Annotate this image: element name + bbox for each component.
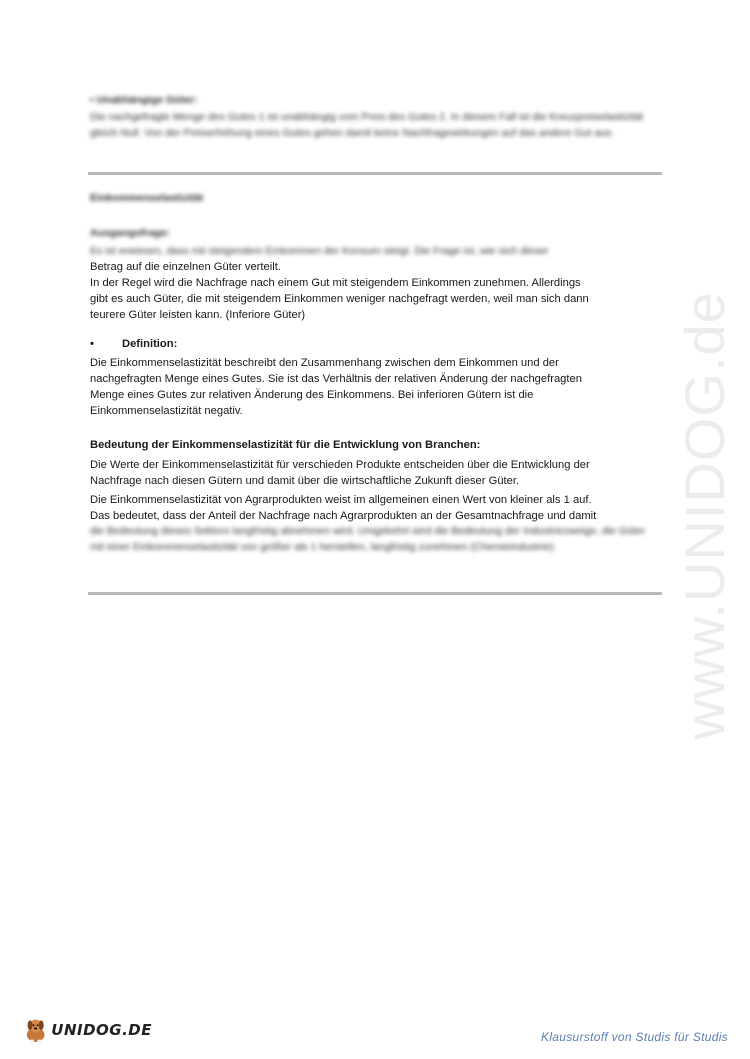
text-line: Die Werte der Einkommenselastizität für verschieden Produkte entscheiden über die Entwicklung der <box>90 459 590 471</box>
logo-text: UNIDOG.DE <box>51 1021 152 1039</box>
unidog-logo[interactable] <box>22 1010 152 1050</box>
bedeutung-heading: Bedeutung der Einkommenselastizität für die Entwicklung von Branchen: <box>90 439 481 451</box>
text-line: teurere Güter leisten kann. (Inferiore Güter) <box>90 309 306 321</box>
intro-paragraph <box>90 259 655 323</box>
footer-slogan: Klausurstoff von Studis für Studis <box>541 1030 728 1044</box>
bedeutung-line-2b: Das bedeutet, dass der Anteil der Nachfrage nach Agrarprodukten an der Gesamtnachfrage und damit <box>90 510 597 522</box>
text-line: Einkommenselastizität negativ. <box>90 405 243 417</box>
ausgang-blurred-line: Es ist erwiesen, dass mit steigendem Einkommen der Konsum steigt. Die Frage ist, wie sich dieser <box>90 245 549 257</box>
watermark <box>664 280 744 750</box>
text-line: Nachfrage nach diesen Gütern und damit über die wirtschaftliche Zukunft dieser Güter. <box>90 475 520 487</box>
horizontal-rule <box>88 172 662 175</box>
bedeutung-line-2a: Die Einkommenselastizität von Agrarprodukten weist im allgemeinen einen Wert von kleiner als 1 auf. <box>90 494 592 506</box>
dog-mascot-icon <box>22 1012 49 1048</box>
bedeutung-paragraph-1 <box>90 457 655 489</box>
text-line: Die Einkommenselastizität beschreibt den Zusammenhang zwischen dem Einkommen und der <box>90 357 559 369</box>
definition-paragraph <box>90 355 655 419</box>
section-title: Einkommenselastizität <box>90 192 204 204</box>
ausgang-label: Ausgangsfrage: <box>90 227 170 239</box>
blurred-bottom-paragraph: die Bedeutung dieses Sektors langfristig abnehmen wird. Umgekehrt wird die Bedeutung der Industriezweige, die Güter mit einer Einkommenselastizität von größer als 1 herstellen, langfristig zunehmen (Chemieindustrie). <box>90 525 646 553</box>
blurred-heading: • Unabhängige Güter: <box>90 94 198 106</box>
bullet: • <box>90 338 94 350</box>
watermark-text: www.UNIDOG.de <box>672 290 736 740</box>
text-line: In der Regel wird die Nachfrage nach einem Gut mit steigendem Einkommen zunehmen. Allerdings <box>90 277 581 289</box>
blurred-top-block <box>90 92 650 141</box>
horizontal-rule <box>88 592 662 595</box>
definition-heading <box>90 338 177 350</box>
blurred-paragraph: Die nachgefragte Menge des Gutes 1 ist unabhängig vom Preis des Gutes 2. In diesem Fall ist die Kreuzpreiselastizität gleich Null. Von der Preiserhöhung eines Gutes gehen damit keine Nachfragewirkungen auf das andere Gut aus. <box>90 111 644 139</box>
text-line: nachgefragten Menge eines Gutes. Sie ist das Verhältnis der relativen Änderung der nachgefragten <box>90 373 582 385</box>
text-line: Menge eines Gutes zur relativen Änderung des Einkommens. Bei inferioren Gütern ist die <box>90 389 534 401</box>
text-line: Betrag auf die einzelnen Güter verteilt. <box>90 261 281 273</box>
definition-label: Definition: <box>122 338 178 350</box>
text-line: gibt es auch Güter, die mit steigendem Einkommen weniger nachgefragt werden, weil man sich dann <box>90 293 589 305</box>
